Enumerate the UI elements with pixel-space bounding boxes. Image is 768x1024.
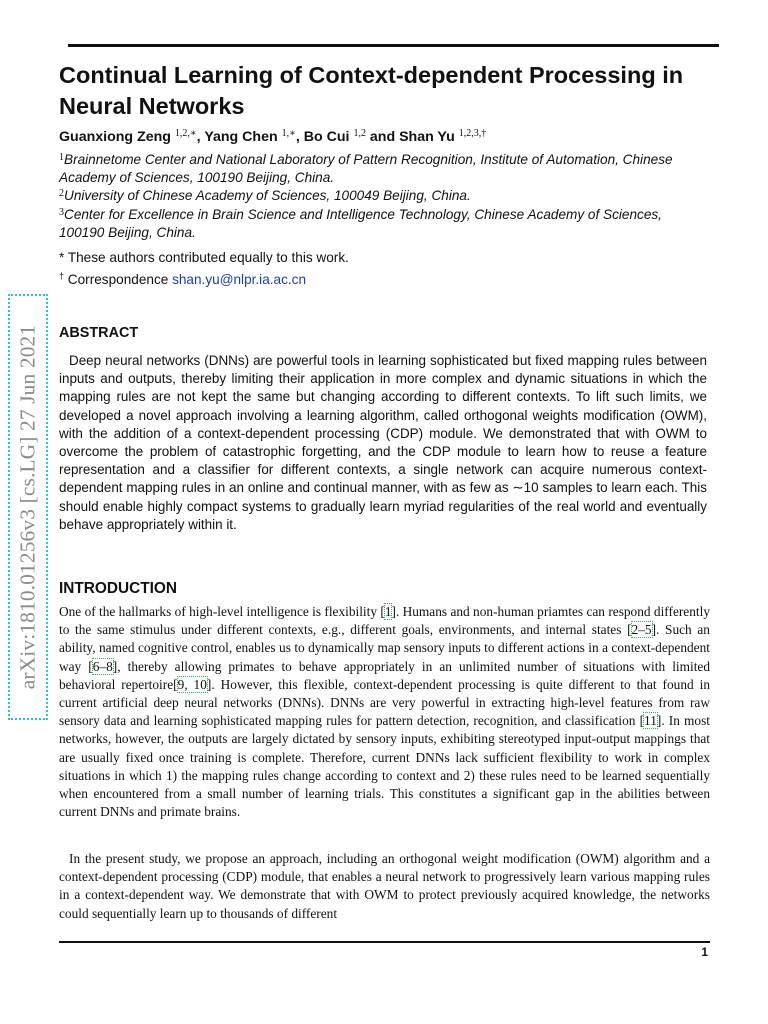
- citation-link[interactable]: 9, 10: [177, 676, 207, 692]
- correspondence-note: [59, 269, 349, 291]
- paper-title: Continual Learning of Context-dependent Processing in Neural Networks: [59, 62, 684, 119]
- author-list: [59, 129, 486, 145]
- affiliation-text: Brainnetome Center and National Laboratory of Pattern Recognition, Institute of Automation, Chinese Academy of Sciences, 100190 Beijing, China.: [59, 152, 673, 186]
- author-affil-marks: 1,∗: [281, 128, 296, 139]
- correspondence-email-link[interactable]: shan.yu@nlpr.ia.ac.cn: [172, 272, 307, 287]
- abstract-heading: ABSTRACT: [59, 325, 139, 341]
- paragraph-text-run: . Humans and non-human priamtes can respond differently to the same stimulus under different contexts, e.g., different goals, environments, and internal states: [59, 604, 710, 638]
- affiliation-text: University of Chinese Academy of Sciences, 100049 Beijing, China.: [64, 188, 471, 204]
- author-affil-marks: 1,2: [353, 128, 366, 139]
- author-notes: [59, 247, 349, 291]
- paragraph-text-run: . Such an ability, named cognitive control, enables us to dynamically map sensory inputs to different actions in a context-dependent way: [59, 622, 710, 674]
- footer-rule: [59, 941, 710, 943]
- author-separator: ,: [196, 129, 205, 145]
- affiliation: [59, 206, 699, 242]
- equal-contribution-note: * These authors contributed equally to this work.: [59, 250, 349, 265]
- author-name: Shan Yu: [399, 129, 455, 145]
- affiliation-mark: 3: [59, 206, 64, 218]
- paragraph-text-run: , thereby allowing primates to behave appropriately in an unlimited number of situations with limited behavioral repertoire: [59, 658, 710, 692]
- paragraph-text-run: . However, this flexible, context-dependent processing is quite different to that found in current artificial deep neural networks (DNNs). DNNs are very powerful in extracting high-level features from raw sensory data and learning sophisticated mapping rules for pattern detection, recognition, and classification: [59, 676, 710, 729]
- introduction-paragraph-2: In the present study, we propose an approach, including an orthogonal weight modification (OWM) algorithm and a context-dependent processing (CDP) module, that enables a neural network to progressively learn various mapping rules in a context-dependent way. We demonstrate that with OWM to protect previously acquired knowledge, the networks could sequentially learn up to thousands of different: [59, 851, 710, 921]
- affiliation-text: Center for Excellence in Brain Science and Intelligence Technology, Chinese Academy of Sciences, 100190 Beijing, China.: [59, 206, 662, 240]
- author-name: Bo Cui: [303, 129, 350, 145]
- affiliation: [59, 187, 699, 205]
- author-name: Guanxiong Zeng: [59, 129, 171, 145]
- page-number: 1: [701, 945, 708, 959]
- arxiv-identifier[interactable]: arXiv:1810.01256v3 [cs.LG] 27 Jun 2021: [15, 324, 40, 690]
- citation-link[interactable]: 2–5: [631, 622, 652, 638]
- affiliation-list: [59, 151, 699, 242]
- top-rule: [68, 44, 719, 47]
- author-separator: and: [365, 129, 400, 145]
- citation-link[interactable]: 6–8: [92, 658, 113, 674]
- introduction-paragraph-1: One of the hallmarks of high-level intelligence is flexibility [1]. Humans and non-human priamtes can respond differently to the same stimulus under different contexts, e.g., different goals, environments, and internal states [2–5]. Such an ability, named cognitive control, enables us to dynamically map sensory inputs to different actions in a context-dependent way [6–8], thereby allowing primates to behave appropriately in an unlimited number of situations with limited behavioral repertoire[9, 10]. However, this flexible, context-dependent processing is quite different to that found in current artificial deep neural networks (DNNs). DNNs are very powerful in extracting high-level features from raw sensory data and learning sophisticated mapping rules for pattern detection, recognition, and classification [11]. In most networks, however, the outputs are largely dictated by sensory inputs, exhibiting stereotyped input-output mappings that are usually fixed once training is complete. Therefore, current DNNs lack sufficient flexibility to work in complex situations in which 1) the mapping rules change according to context and 2) these rules need to be learned sequentially when encountered from a small number of learning trials. This constitutes a significant gap in the abilities between current DNNs and primate brains.: [59, 604, 710, 820]
- affiliation-mark: 1: [59, 152, 64, 163]
- introduction-heading: INTRODUCTION: [59, 580, 177, 597]
- author-separator: ,: [295, 129, 304, 145]
- paragraph-text-run: One of the hallmarks of high-level intelligence is flexibility: [59, 604, 381, 619]
- abstract-text: Deep neural networks (DNNs) are powerful tools in learning sophisticated but fixed mapping rules between inputs and outputs, thereby limiting their application in more complex and dynamic situations in which the mapping rules are not kept the same but changing according to different contexts. To lift such limits, we developed a novel approach involving a learning algorithm, called orthogonal weights modification (OWM), with the addition of a context-dependent processing (CDP) module. We demonstrated that with OWM to overcome the problem of catastrophic forgetting, and the CDP module to learn how to reuse a feature representation and a classifier for different contexts, a single network can acquire numerous context-dependent mapping rules in an online and continual manner, with as few as ∼10 samples to learn each. This should enable highly compact systems to gradually learn myriad regularities of the real world and eventually behave appropriately within it.: [59, 353, 707, 532]
- citation-link[interactable]: 11: [644, 713, 657, 729]
- affiliation-mark: 2: [59, 188, 64, 200]
- author-affil-marks: 1,2,3,†: [458, 128, 487, 139]
- paragraph-text-run: . In most networks, however, the outputs are largely dictated by sensory inputs, exhibiting stereotyped input-output mappings that are usually fixed once training is complete. Therefore, current DNNs lack sufficient flexibility to work in complex situations in which 1) the mapping rules change according to context and 2) these rules need to be learned sequentially when encountered from a small number of learning trials. This constitutes a significant gap in the abilities between current DNNs and primate brains.: [59, 713, 710, 820]
- author-name: Yang Chen: [204, 129, 278, 145]
- citation-link[interactable]: 1: [384, 604, 392, 619]
- dagger-mark: †: [59, 271, 65, 281]
- affiliation: [59, 151, 699, 187]
- author-affil-marks: 1,2,∗: [174, 128, 197, 139]
- correspondence-label: Correspondence: [64, 272, 173, 287]
